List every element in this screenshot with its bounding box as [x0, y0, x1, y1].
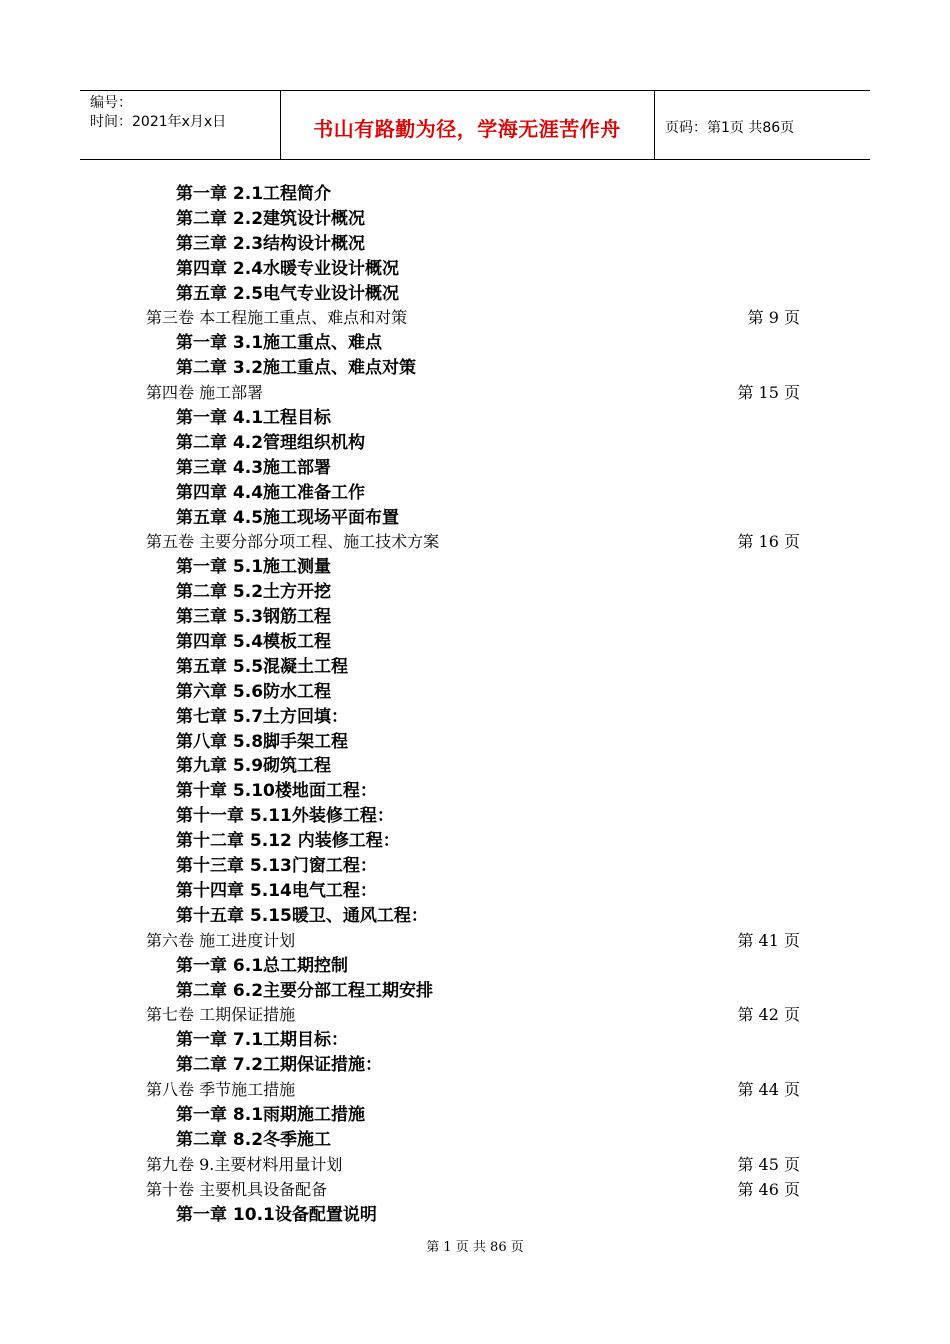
page-code: 页码：第1页 共86页 — [665, 120, 795, 136]
toc-entry-title: 第三章 5.3钢筋工程 — [176, 607, 332, 628]
toc-chapter-entry — [0, 829, 950, 854]
toc-entry-title: 第八章 5.8脚手架工程 — [176, 731, 349, 752]
toc-chapter-entry — [0, 431, 950, 456]
toc-chapter-entry — [0, 779, 950, 804]
toc-chapter-entry — [0, 481, 950, 506]
toc-chapter-entry — [0, 804, 950, 829]
toc-chapter-entry — [0, 730, 950, 755]
toc-volume-entry — [0, 1153, 950, 1178]
toc-entry-title: 第四卷 施工部署 — [146, 383, 264, 403]
toc-entry-page: 第 9 页 — [747, 308, 800, 328]
toc-volume-entry — [0, 1078, 950, 1103]
toc-entry-title: 第五卷 主要分部分项工程、施工技术方案 — [146, 532, 440, 552]
toc-chapter-entry — [0, 232, 950, 257]
toc-entry-title: 第三章 2.3结构设计概况 — [176, 233, 366, 254]
toc-chapter-entry — [0, 356, 950, 381]
toc-volume-entry — [0, 1003, 950, 1028]
toc-chapter-entry — [0, 207, 950, 232]
toc-chapter-entry — [0, 655, 950, 680]
toc-chapter-entry — [0, 879, 950, 904]
toc-entry-page: 第 44 页 — [737, 1080, 800, 1100]
time-label: 时间：2021年x月x日 — [90, 114, 227, 130]
toc-volume-entry — [0, 381, 950, 406]
page-footer: 第 1 页 共 86 页 — [426, 1240, 524, 1255]
toc-entry-title: 第十一章 5.11外装修工程： — [176, 806, 394, 827]
toc-entry-title: 第三章 4.3施工部署 — [176, 457, 332, 478]
toc-entry-title: 第十二章 5.12 内装修工程： — [176, 831, 400, 852]
toc-chapter-entry — [0, 1128, 950, 1153]
toc-entry-title: 第六卷 施工进度计划 — [146, 930, 296, 950]
toc-entry-title: 第四章 5.4模板工程 — [176, 632, 332, 653]
toc-entry-page: 第 16 页 — [737, 532, 800, 552]
toc-entry-title: 第十四章 5.14电气工程： — [176, 880, 377, 901]
toc-entry-title: 第三卷 本工程施工重点、难点和对策 — [146, 308, 408, 328]
toc-chapter-entry — [0, 854, 950, 879]
toc-entry-page: 第 45 页 — [737, 1154, 800, 1174]
toc-volume-entry — [0, 1178, 950, 1203]
header-meta-cell — [80, 91, 281, 159]
toc-entry-title: 第十三章 5.13门窗工程： — [176, 856, 377, 877]
toc-chapter-entry — [0, 282, 950, 307]
toc-entry-title: 第七章 5.7土方回填： — [176, 706, 349, 727]
toc-chapter-entry — [0, 456, 950, 481]
toc-chapter-entry — [0, 506, 950, 531]
toc-volume-entry — [0, 306, 950, 331]
serial-number-label: 编号： — [90, 95, 132, 111]
toc-entry-title: 第十章 5.10楼地面工程： — [176, 781, 377, 802]
toc-entry-title: 第五章 4.5施工现场平面布置 — [176, 507, 400, 528]
toc-entry-title: 第一章 2.1工程简介 — [176, 184, 332, 204]
toc-chapter-entry — [0, 630, 950, 655]
toc-volume-entry — [0, 929, 950, 954]
toc-entry-title: 第一章 10.1设备配置说明 — [176, 1204, 377, 1225]
toc-entry-title: 第一章 6.1总工期控制 — [176, 955, 349, 976]
toc-entry-title: 第六章 5.6防水工程 — [176, 681, 332, 702]
toc-entry-title: 第一章 8.1雨期施工措施 — [176, 1104, 366, 1125]
toc-entry-title: 第八卷 季节施工措施 — [146, 1080, 296, 1100]
toc-entry-title: 第一章 5.1施工测量 — [176, 557, 332, 578]
toc-chapter-entry — [0, 1103, 950, 1128]
document-header — [80, 90, 870, 160]
toc-chapter-entry — [0, 754, 950, 779]
toc-chapter-entry — [0, 331, 950, 356]
toc-chapter-entry — [0, 1053, 950, 1078]
toc-chapter-entry — [0, 904, 950, 929]
toc-entry-title: 第五章 2.5电气专业设计概况 — [176, 283, 400, 304]
toc-chapter-entry — [0, 580, 950, 605]
toc-entry-page: 第 42 页 — [737, 1005, 800, 1025]
toc-chapter-entry — [0, 1028, 950, 1053]
toc-chapter-entry — [0, 979, 950, 1004]
toc-entry-title: 第二章 3.2施工重点、难点对策 — [176, 358, 417, 379]
table-of-contents — [0, 182, 950, 1227]
toc-entry-title: 第四章 2.4水暖专业设计概况 — [176, 258, 400, 279]
toc-entry-title: 第一章 7.1工期目标： — [176, 1030, 349, 1051]
toc-volume-entry — [0, 530, 950, 555]
toc-entry-title: 第二章 5.2土方开挖 — [176, 582, 332, 603]
toc-entry-title: 第二章 7.2工期保证措施： — [176, 1055, 383, 1076]
header-motto-cell — [280, 91, 655, 159]
toc-entry-page: 第 46 页 — [737, 1179, 800, 1199]
toc-chapter-entry — [0, 705, 950, 730]
toc-entry-page: 第 41 页 — [737, 930, 800, 950]
toc-entry-title: 第十五章 5.15暖卫、通风工程： — [176, 905, 428, 926]
toc-entry-title: 第十卷 主要机具设备配备 — [146, 1179, 328, 1199]
toc-entry-title: 第二章 2.2建筑设计概况 — [176, 208, 366, 229]
toc-chapter-entry — [0, 680, 950, 705]
header-page-cell — [655, 91, 870, 159]
toc-entry-title: 第四章 4.4施工准备工作 — [176, 482, 366, 503]
toc-chapter-entry — [0, 605, 950, 630]
toc-entry-title: 第七卷 工期保证措施 — [146, 1005, 296, 1025]
toc-entry-title: 第一章 4.1工程目标 — [176, 408, 332, 429]
toc-entry-title: 第一章 3.1施工重点、难点 — [176, 333, 383, 354]
toc-entry-title: 第九卷 9.主要材料用量计划 — [146, 1154, 343, 1174]
toc-entry-title: 第二章 4.2管理组织机构 — [176, 432, 366, 453]
toc-entry-title: 第二章 8.2冬季施工 — [176, 1129, 332, 1150]
toc-entry-title: 第九章 5.9砌筑工程 — [176, 756, 332, 777]
toc-chapter-entry — [0, 954, 950, 979]
toc-entry-page: 第 15 页 — [737, 383, 800, 403]
toc-chapter-entry — [0, 1203, 950, 1228]
toc-chapter-entry — [0, 257, 950, 282]
toc-chapter-entry — [0, 406, 950, 431]
toc-entry-title: 第五章 5.5混凝土工程 — [176, 656, 349, 677]
toc-chapter-entry — [0, 555, 950, 580]
toc-chapter-entry — [0, 182, 950, 207]
motto-text: 书山有路勤为径，学海无涯苦作舟 — [313, 117, 621, 141]
toc-entry-title: 第二章 6.2主要分部工程工期安排 — [176, 980, 434, 1001]
